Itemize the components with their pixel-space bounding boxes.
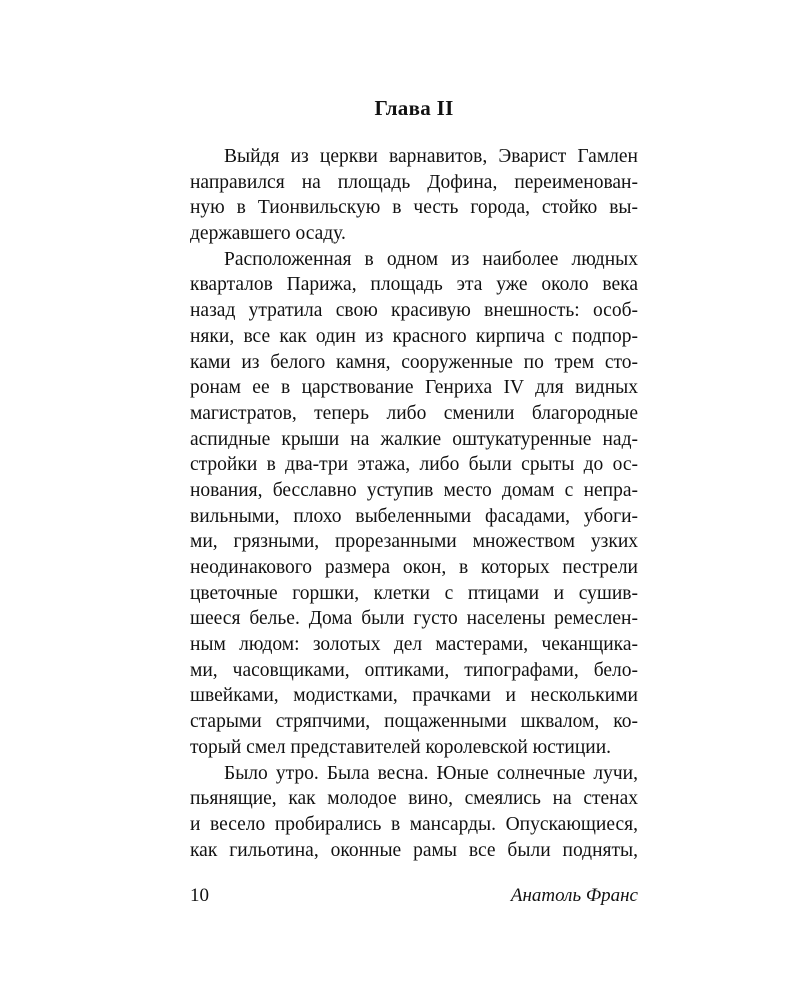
body-text bbox=[190, 144, 638, 863]
text-line: нования, бесславно уступив место домам с непра- bbox=[190, 479, 638, 501]
text-line: торый смел представителей королевской юстиции. bbox=[190, 736, 612, 758]
text-line: Расположенная в одном из наиболее людных bbox=[224, 248, 638, 270]
text-line: магистратов, теперь либо сменили благородные bbox=[190, 402, 638, 424]
text-line: ным людом: золотых дел мастерами, чеканщика- bbox=[190, 634, 638, 656]
text-line: ронам ее в царствование Генриха IV для видных bbox=[190, 377, 638, 399]
text-line: назад утратила свою красивую внешность: особ- bbox=[190, 300, 638, 322]
text-line: вильными, плохо выбеленными фасадами, убоги- bbox=[190, 505, 638, 527]
text-line: и весело пробирались в мансарды. Опускающиеся, bbox=[190, 813, 638, 835]
text-line: цветочные горшки, клетки с птицами и сушив- bbox=[190, 582, 638, 604]
text-line: как гильотина, оконные рамы все были подняты, bbox=[190, 839, 638, 861]
chapter-title: Глава II bbox=[374, 96, 454, 120]
text-line: направился на площадь Дофина, переименован- bbox=[190, 171, 638, 193]
text-line: Было утро. Была весна. Юные солнечные лучи, bbox=[224, 762, 638, 784]
text-line: шееся белье. Дома были густо населены ремеслен- bbox=[190, 608, 638, 630]
text-line: неодинакового размера окон, в которых пестрели bbox=[190, 557, 638, 578]
page-number: 10 bbox=[190, 885, 209, 906]
text-line: швейками, модистками, прачками и несколькими bbox=[190, 685, 638, 707]
text-line: ми, грязными, прорезанными множеством узких bbox=[190, 531, 638, 553]
text-line: аспидные крыши на жалкие оштукатуренные над- bbox=[190, 428, 638, 450]
text-line: старыми стряпчими, пощаженными шквалом, ко- bbox=[190, 711, 638, 733]
text-line: ную в Тионвильскую в честь города, стойко вы- bbox=[190, 197, 638, 219]
text-line: стройки в два-три этажа, либо были срыты до ос- bbox=[190, 454, 638, 476]
text-line: ми, часовщиками, оптиками, типографами, бело- bbox=[190, 659, 638, 681]
running-footer-author: Анатоль Франс bbox=[510, 885, 638, 906]
text-line: кварталов Парижа, площадь эта уже около века bbox=[190, 274, 638, 296]
text-line: пьянящие, как молодое вино, смеялись на стенах bbox=[190, 788, 638, 810]
text-line: няки, все как один из красного кирпича с подпор- bbox=[190, 325, 638, 347]
text-line: Выйдя из церкви варнавитов, Эварист Гамлен bbox=[224, 146, 638, 167]
text-line: ками из белого камня, сооруженные по трем сто- bbox=[190, 351, 638, 373]
text-line: державшего осаду. bbox=[190, 223, 346, 245]
